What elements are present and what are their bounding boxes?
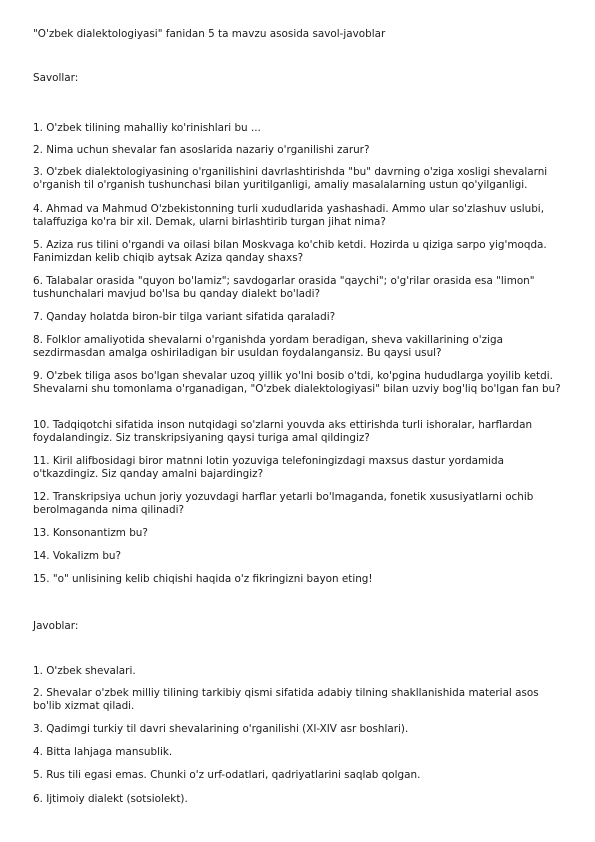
question-11: 11. Kiril alifbosidagi biror matnni lotin yozuviga telefoningizdagi maxsus dastur yordamida o'tkazdingiz. Siz qanday amalni bajardingiz?	[33, 455, 504, 480]
question-1: 1. O'zbek tilining mahalliy ko'rinishlari bu ...	[33, 122, 261, 134]
answer-5: 5. Rus tili egasi emas. Chunki o'z urf-odatlari, qadriyatlarini saqlab qolgan.	[33, 769, 421, 781]
question-8: 8. Folklor amaliyotida shevalarni o'rganishda yordam beradigan, sheva vakillarining o'ziga sezdirmasdan amalga oshiriladigan bir usuldan foydalangansiz. Bu qaysi usul?	[33, 334, 503, 359]
question-15: 15. "o" unlisining kelib chiqishi haqida o'z fikringizni bayon eting!	[33, 573, 373, 585]
question-13: 13. Konsonantizm bu?	[33, 527, 148, 539]
answer-2: 2. Shevalar o'zbek milliy tilining tarkibiy qismi sifatida adabiy tilning shakllanishida material asos bo'lib xizmat qiladi.	[33, 687, 539, 712]
document-title: "O'zbek dialektologiyasi" fanidan 5 ta mavzu asosida savol-javoblar	[33, 28, 386, 40]
question-9: 9. O'zbek tiliga asos bo'lgan shevalar uzoq yillik yo'lni bosib o'tdi, ko'pgina hududlarga yoyilib ketdi. Shevalarni shu tomonlama o'rganadigan, "O'zbek dialektologiyasi" bilan uzviy bog'liq bo'lgan fan bu?	[33, 370, 561, 395]
question-10: 10. Tadqiqotchi sifatida inson nutqidagi so'zlarni youvda aks ettirishda turli ishoralar, harflardan foydalandingiz. Siz transkripsiyaning qaysi turiga amal qildingiz?	[33, 419, 533, 444]
answer-4: 4. Bitta lahjaga mansublik.	[33, 746, 173, 758]
question-3: 3. O'zbek dialektologiyasining o'rganilishini davrlashtirishda "bu" davrning o'ziga xosligi shevalarni o'rganish til o'rganish tushunchasi bilan yuritilganligi, amaliy masalalarning ustun qo'yilganligi.	[33, 166, 548, 191]
question-2: 2. Nima uchun shevalar fan asoslarida nazariy o'rganilishi zarur?	[33, 144, 370, 156]
question-6: 6. Talabalar orasida "quyon bo'lamiz"; savdogarlar orasida "qaychi"; o'g'rilar orasida esa "limon" tushunchalari mavjud bo'lsa bu qanday dialekt bo'ladi?	[33, 275, 535, 300]
question-14: 14. Vokalizm bu?	[33, 550, 122, 562]
answer-1: 1. O'zbek shevalari.	[33, 665, 136, 677]
question-4: 4. Ahmad va Mahmud O'zbekistonning turli xududlarida yashashadi. Ammo ular so'zlashuv uslubi, talaffuziga ko'ra bir xil. Demak, ularni birlashtirib turgan jihat nima?	[33, 203, 544, 228]
answer-6: 6. Ijtimoiy dialekt (sotsiolekt).	[33, 793, 188, 805]
answers-heading: Javoblar:	[33, 620, 79, 632]
questions-heading: Savollar:	[33, 72, 79, 84]
question-7: 7. Qanday holatda biron-bir tilga variant sifatida qaraladi?	[33, 311, 336, 323]
question-5: 5. Aziza rus tilini o'rgandi va oilasi bilan Moskvaga ko'chib ketdi. Hozirda u qiziga sarpo yig'moqda. Fanimizdan kelib chiqib aytsak Aziza qanday shaxs?	[33, 239, 547, 264]
question-12: 12. Transkripsiya uchun joriy yozuvdagi harflar yetarli bo'lmaganda, fonetik xususiyatlarni ochib berolmaganda nima qilinadi?	[33, 491, 534, 516]
answer-3: 3. Qadimgi turkiy til davri shevalarining o'rganilishi (XI-XIV asr boshlari).	[33, 723, 409, 735]
